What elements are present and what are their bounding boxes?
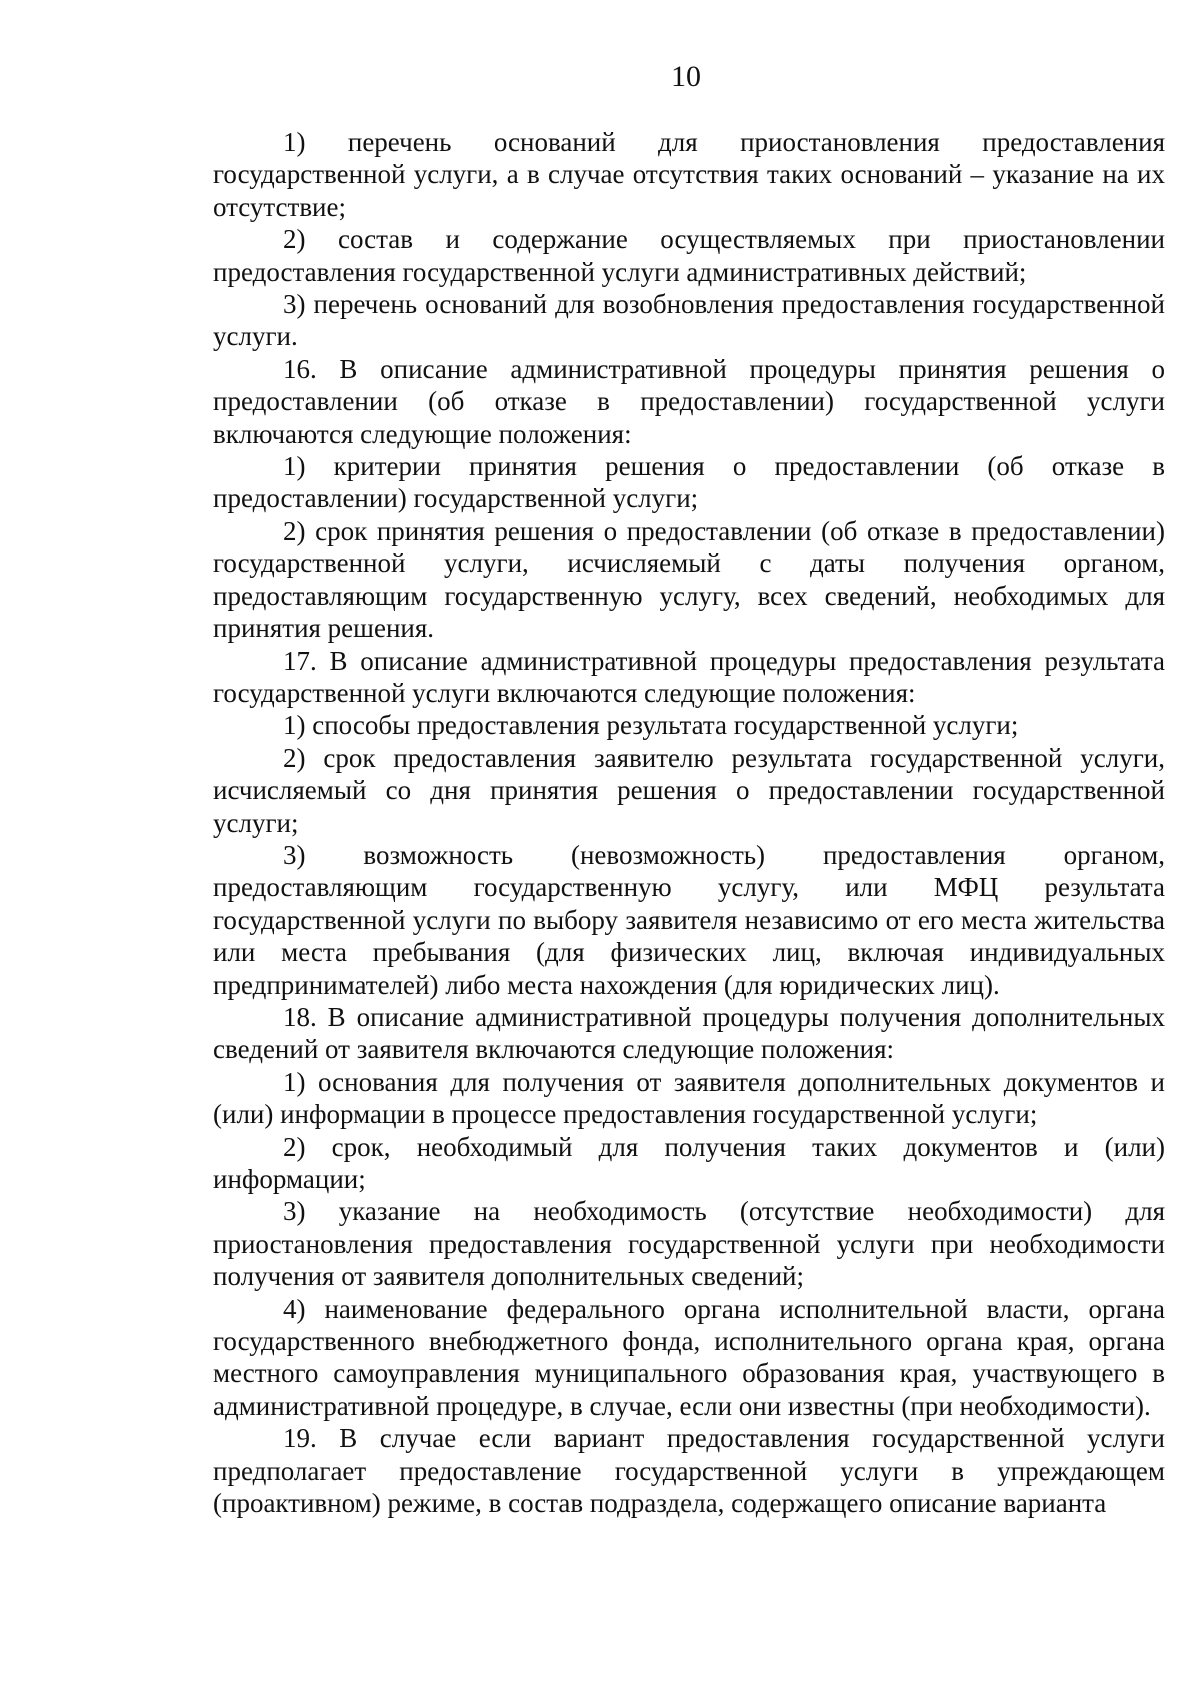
paragraph-15-item-1: 1) перечень оснований для приостановления предоставления государственной услуги, а в случае отсутствия таких оснований – указание на их отсутствие; [213, 127, 1165, 222]
paragraph-15-item-2: 2) состав и содержание осуществляемых при приостановлении предоставления государственной услуги административных действий; [213, 224, 1165, 287]
paragraph-18-item-2: 2) срок, необходимый для получения таких документов и (или) информации; [213, 1131, 1165, 1194]
document-body [213, 126, 1165, 1519]
paragraph-18: 18. В описание административной процедуры получения дополнительных сведений от заявителя включаются следующие положения: [213, 1001, 1165, 1065]
paragraph-17: 17. В описание административной процедуры предоставления результата государственной услуги включаются следующие положения: [213, 645, 1165, 708]
paragraph-18-item-3: 3) указание на необходимость (отсутствие необходимости) для приостановления предоставления государственной услуги при необходимости получения от заявителя дополнительных сведений; [213, 1196, 1165, 1292]
paragraph-17-item-3: 3) возможность (невозможность) предоставления органом, предоставляющим государственную услугу, или МФЦ результата государственной услуги по выбору заявителя независимо от его места жительства или места пребывания (для физических лиц, включая индивидуальных предпринимателей) либо места нахождения (для юридических лиц). [213, 839, 1165, 1000]
paragraph-16-item-2: 2) срок принятия решения о предоставлении (об отказе в предоставлении) государственной услуги, исчисляемый с даты получения органом, предоставляющим государственную услугу, всех сведений, необходимых для принятия решения. [213, 515, 1165, 644]
paragraph-18-item-4: 4) наименование федерального органа исполнительной власти, органа государственного внебюджетного фонда, исполнительного органа края, органа местного самоуправления муниципального образования края, участвующего в административной процедуре, в случае, если они известны (при необходимости). [213, 1293, 1165, 1421]
paragraph-17-item-2: 2) срок предоставления заявителю результата государственной услуги, исчисляемый со дня принятия решения о предоставлении государственной услуги; [213, 742, 1165, 838]
paragraph-17-item-1: 1) способы предоставления результата государственной услуги; [283, 710, 1019, 741]
paragraph-19: 19. В случае если вариант предоставления государственной услуги предполагает предоставление государственной услуги в упреждающем (проактивном) режиме, в состав подраздела, содержащего описание варианта [213, 1423, 1165, 1519]
paragraph-16-item-1: 1) критерии принятия решения о предоставлении (об отказе в предоставлении) государственной услуги; [213, 451, 1165, 514]
paragraph-16: 16. В описание административной процедуры принятия решения о предоставлении (об отказе в предоставлении) государственной услуги включаются следующие положения: [213, 353, 1165, 449]
page-number: 10 [671, 60, 701, 93]
paragraph-15-item-3: 3) перечень оснований для возобновления предоставления государственной услуги. [213, 289, 1165, 352]
paragraph-18-item-1: 1) основания для получения от заявителя дополнительных документов и (или) информации в процессе предоставления государственной услуги; [213, 1066, 1165, 1130]
